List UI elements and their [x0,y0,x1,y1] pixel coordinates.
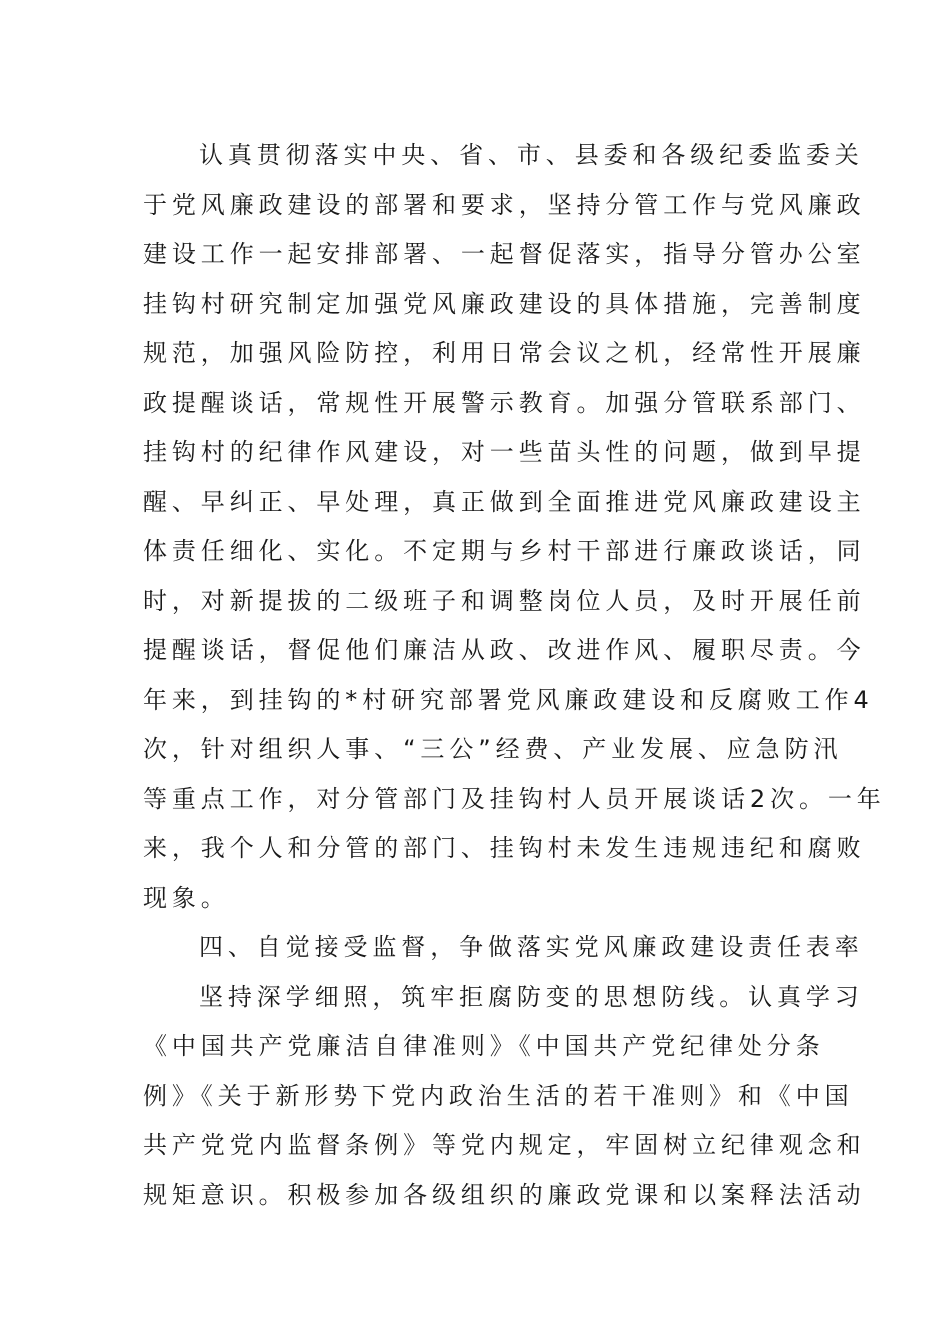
text-line: 时，对新提拔的二级班子和调整岗位人员，及时开展任前 [143,586,866,615]
text-line: 政提醒谈话，常规性开展警示教育。加强分管联系部门、 [143,388,866,417]
text-line: 提醒谈话，督促他们廉洁从政、改进作风、履职尽责。今 [143,636,866,664]
section-heading: 四、自觉接受监督，争做落实党风廉政建设责任表率 [199,933,864,961]
text-line: 规范，加强风险防控，利用日常会议之机，经常性开展廉 [143,339,866,367]
text-line: 等重点工作，对分管部门及挂钩村人员开展谈话2次。一年 [143,784,886,813]
text-line: 体责任细化、实化。不定期与乡村干部进行廉政谈话，同 [143,537,866,565]
text-line: 现象。 [143,883,230,912]
text-line: 醒、早纠正、早处理，真正做到全面推进党风廉政建设主 [143,487,866,516]
text-line: 建设工作一起安排部署、一起督促落实，指导分管办公室 [143,240,866,268]
text-line: 次，针对组织人事、“三公”经费、产业发展、应急防汛 [143,735,843,763]
text-line: 规矩意识。积极参加各级组织的廉政党课和以案释法活动 [143,1180,866,1209]
text-line: 年来，到挂钩的*村研究部署党风廉政建设和反腐败工作4 [143,685,874,714]
text-line: 挂钩村研究制定加强党风廉政建设的具体措施，完善制度 [143,289,866,318]
text-line: 挂钩村的纪律作风建设，对一些苗头性的问题，做到早提 [143,438,866,466]
body-text [143,131,886,1220]
text-line: 《中国共产党廉洁自律准则》《中国共产党纪律处分条 [143,1032,825,1060]
paragraph-first-line: 认真贯彻落实中央、省、市、县委和各级纪委监委关 [199,141,864,169]
paragraph-first-line: 坚持深学细照，筑牢拒腐防变的思想防线。认真学习 [199,982,864,1011]
text-line: 来，我个人和分管的部门、挂钩村未发生违规违纪和腐败 [143,834,866,862]
text-line: 例》《关于新形势下党内政治生活的若干准则》和《中国 [143,1081,854,1110]
text-line: 于党风廉政建设的部署和要求，坚持分管工作与党风廉政 [143,190,866,219]
text-line: 共产党党内监督条例》等党内规定，牢固树立纪律观念和 [143,1131,866,1159]
